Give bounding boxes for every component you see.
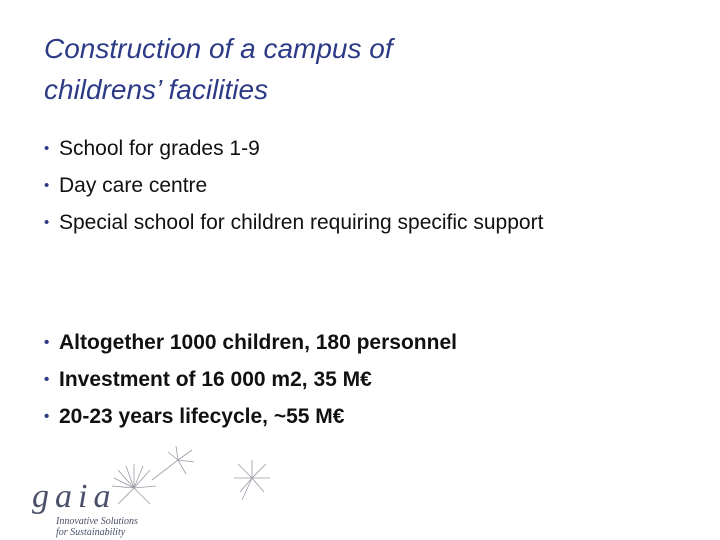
bullet-icon: • (44, 334, 50, 351)
list-item-text: Altogether 1000 children, 180 personnel (59, 331, 457, 354)
list-item (44, 167, 684, 204)
slide-title (44, 28, 664, 110)
list-item (44, 361, 684, 398)
list-item-text: Day care centre (59, 174, 208, 197)
tagline-line-1: Innovative Solutions (56, 516, 138, 527)
bullet-icon: • (44, 408, 50, 425)
title-line-2: childrens’ facilities (44, 74, 269, 105)
bullet-list-figures (44, 324, 684, 435)
logo-wordmark: gaia (32, 478, 117, 515)
list-item (44, 204, 579, 241)
bullet-icon: • (44, 214, 50, 231)
list-item (44, 398, 684, 435)
bullet-icon: • (44, 140, 50, 157)
tagline-line-2: for Sustainability (56, 527, 126, 538)
list-item-text: Special school for children requiring specific support (59, 211, 544, 234)
title-line-1: Construction of a campus of (44, 33, 393, 64)
list-item-text: School for grades 1-9 (59, 137, 260, 160)
gaia-logo (28, 440, 288, 540)
list-item (44, 130, 684, 167)
bullet-icon: • (44, 177, 50, 194)
list-item-text: Investment of 16 000 m2, 35 M€ (59, 368, 372, 391)
bullet-icon: • (44, 371, 50, 388)
dandelion-seed-icon (148, 444, 196, 484)
dandelion-seed-icon (228, 456, 276, 504)
list-item (44, 324, 684, 361)
bullet-list-facilities (44, 130, 684, 241)
list-item-text: 20-23 years lifecycle, ~55 M€ (59, 405, 345, 428)
logo-tagline (56, 516, 186, 538)
